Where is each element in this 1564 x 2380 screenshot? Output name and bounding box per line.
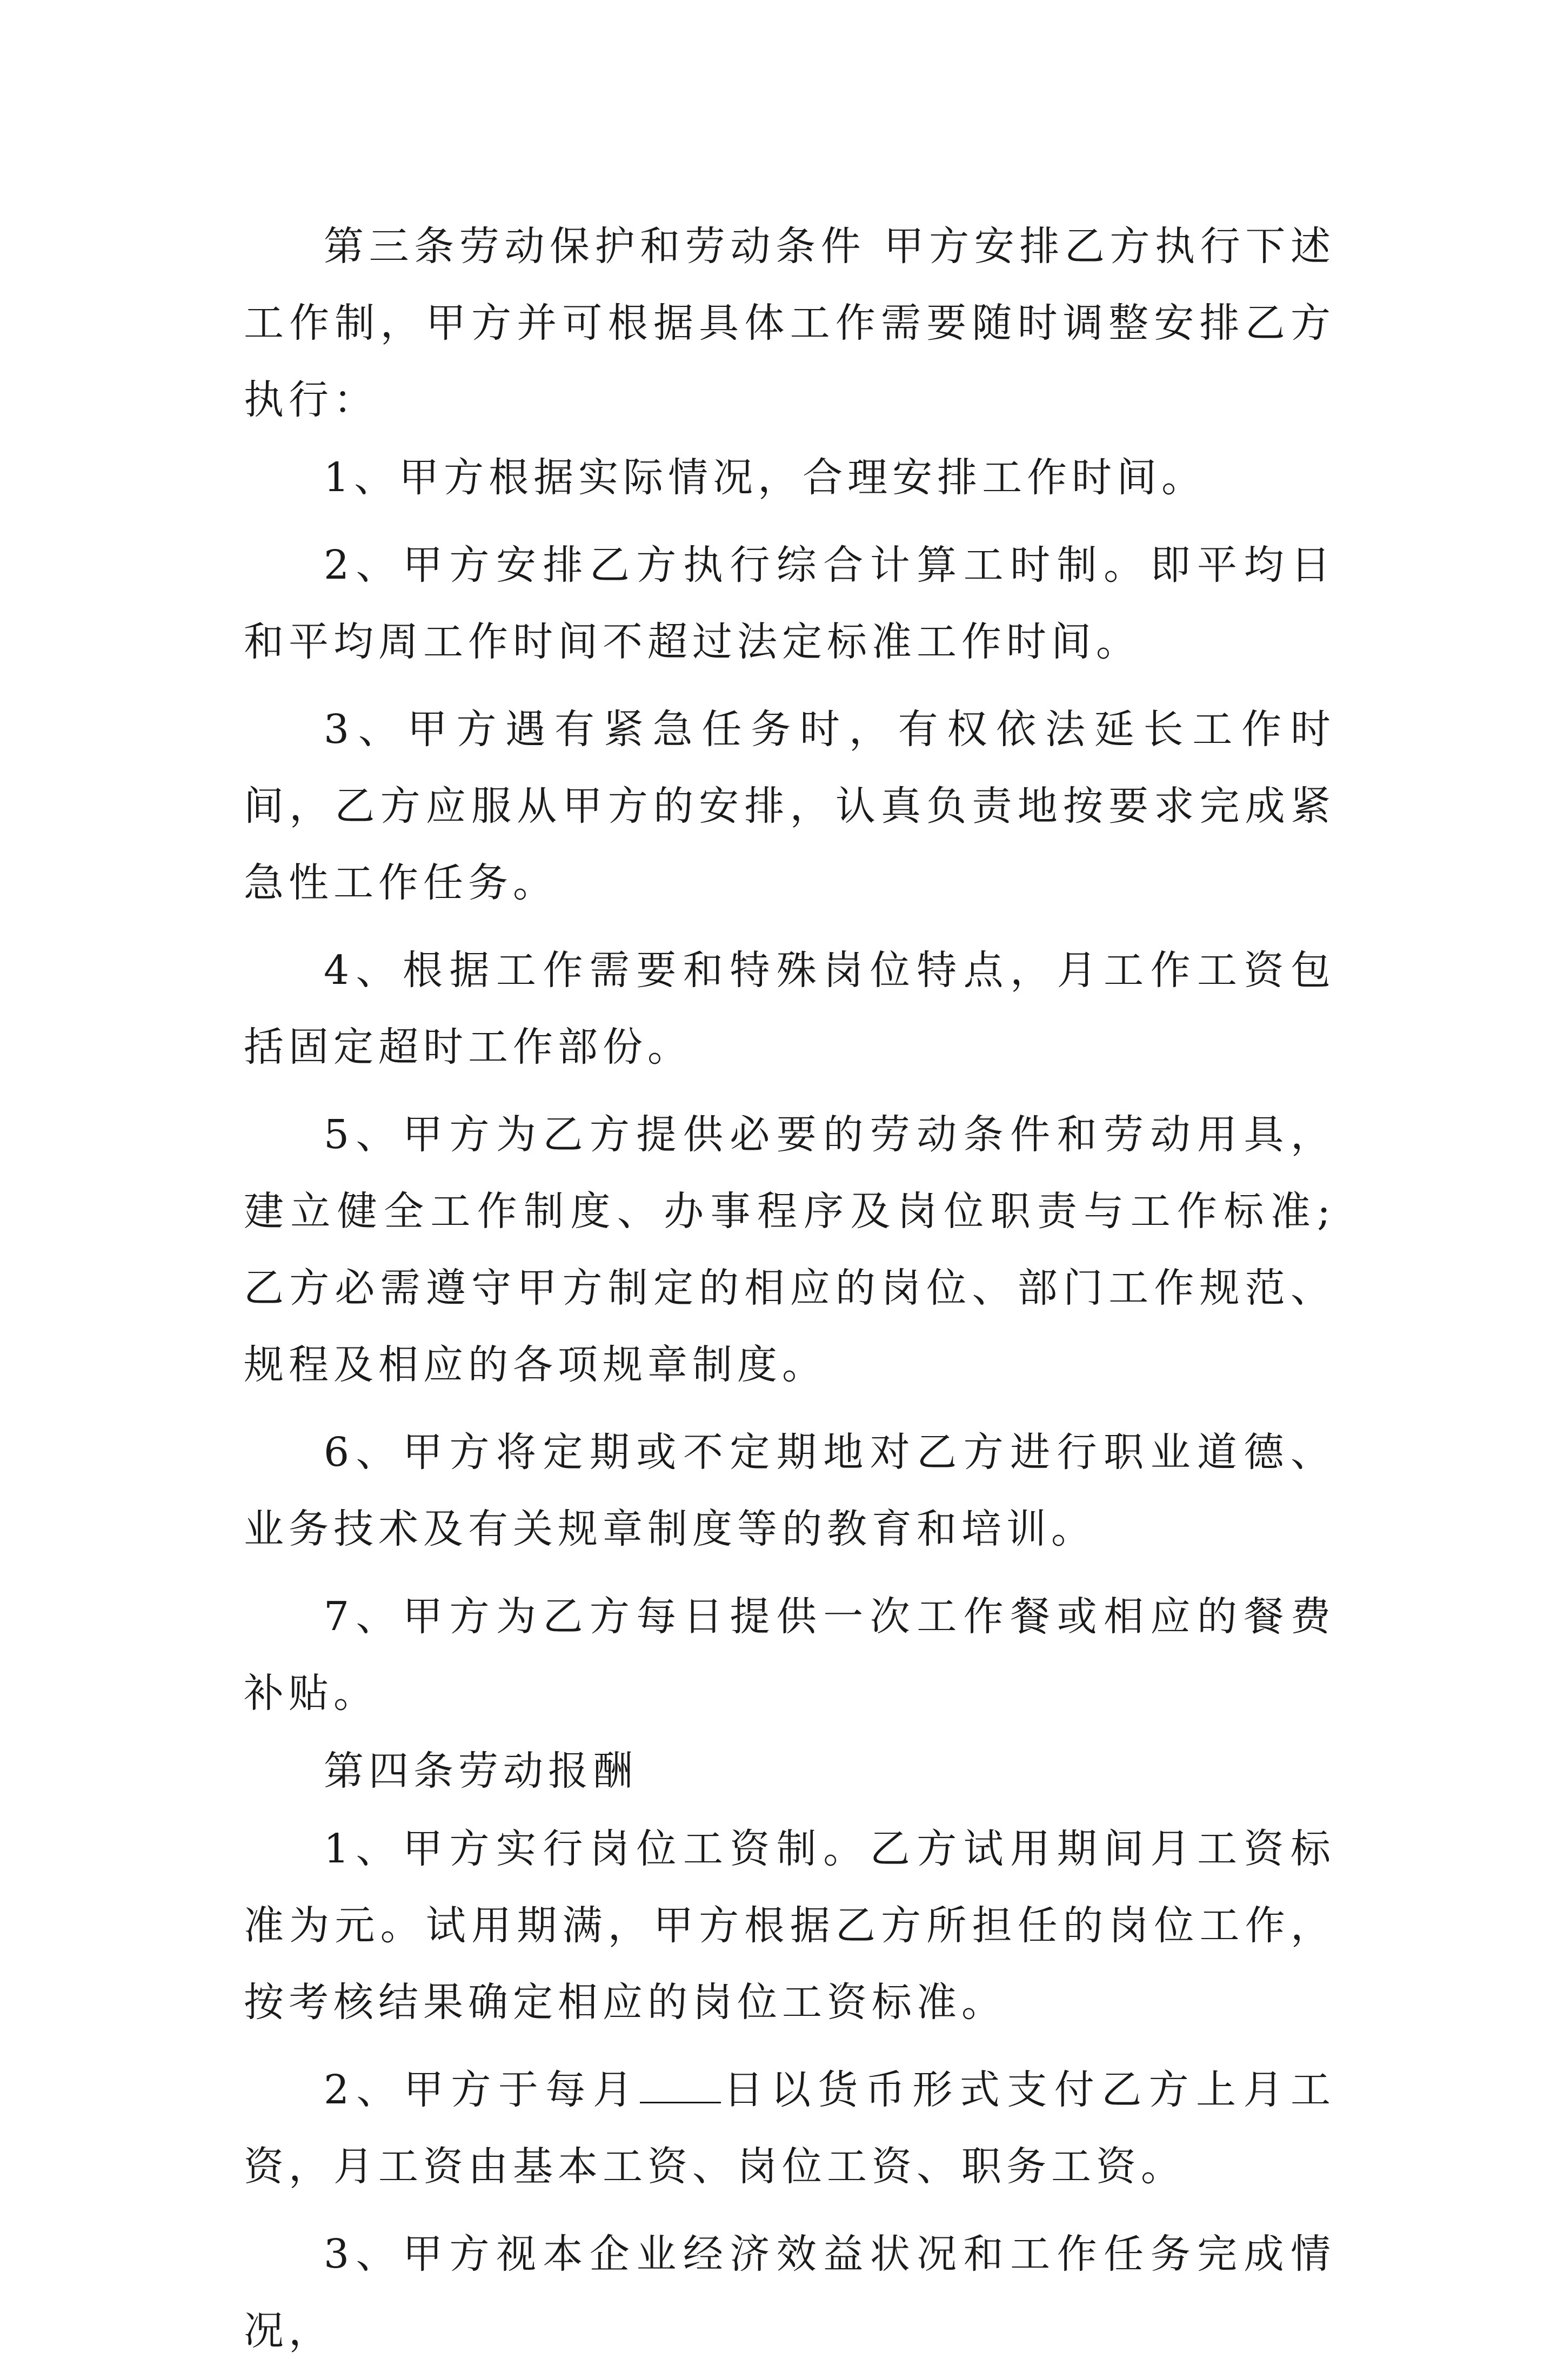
article-4-clause-2-end: 日以货币形式支付乙方上月工资，月工资由基本工资、岗位工资、职务工资。 [244, 2067, 1335, 2190]
article-3-clause-2: 2、甲方安排乙方执行综合计算工时制。即平均日和平均周工作时间不超过法定标准工作时间。 [244, 542, 1335, 665]
article-3-clause-4: 4、根据工作需要和特殊岗位特点，月工作工资包括固定超时工作部份。 [244, 947, 1335, 1070]
payday-blank-line [640, 2069, 721, 2103]
article-3-clause-1: 1、甲方根据实际情况，合理安排工作时间。 [324, 454, 1207, 501]
article-3-clause-7: 7、甲方为乙方每日提供一次工作餐或相应的餐费补贴。 [244, 1593, 1335, 1717]
article-3-clause-5: 5、甲方为乙方提供必要的劳动条件和劳动用具，建立健全工作制度、办事程序及岗位职责与工作标准;乙方必需遵守甲方制定的相应的岗位、部门工作规范、规程及相应的各项规章制度。 [244, 1111, 1335, 1388]
article-3-heading-paragraph: 第三条劳动保护和劳动条件 甲方安排乙方执行下述工作制，甲方并可根据具体工作需要随时调整安排乙方执行： [244, 223, 1335, 423]
article-4-clause-2 [244, 2052, 1335, 2205]
document-body [244, 208, 1335, 2380]
article-4-clause-3: 3、甲方视本企业经济效益状况和工作任务完成情况， [244, 2231, 1335, 2354]
article-4-clause-2-start: 2、甲方于每月 [324, 2067, 640, 2113]
article-4-heading: 第四条劳动报酬 [324, 1748, 638, 1794]
article-3-clause-3: 3、甲方遇有紧急任务时，有权依法延长工作时间，乙方应服从甲方的安排，认真负责地按要求完成紧急性工作任务。 [244, 706, 1335, 906]
article-3-clause-6: 6、甲方将定期或不定期地对乙方进行职业道德、业务技术及有关规章制度等的教育和培训。 [244, 1429, 1335, 1552]
article-4-clause-1: 1、甲方实行岗位工资制。乙方试用期间月工资标准为元。试用期满，甲方根据乙方所担任的岗位工作，按考核结果确定相应的岗位工资标准。 [244, 1826, 1335, 2026]
